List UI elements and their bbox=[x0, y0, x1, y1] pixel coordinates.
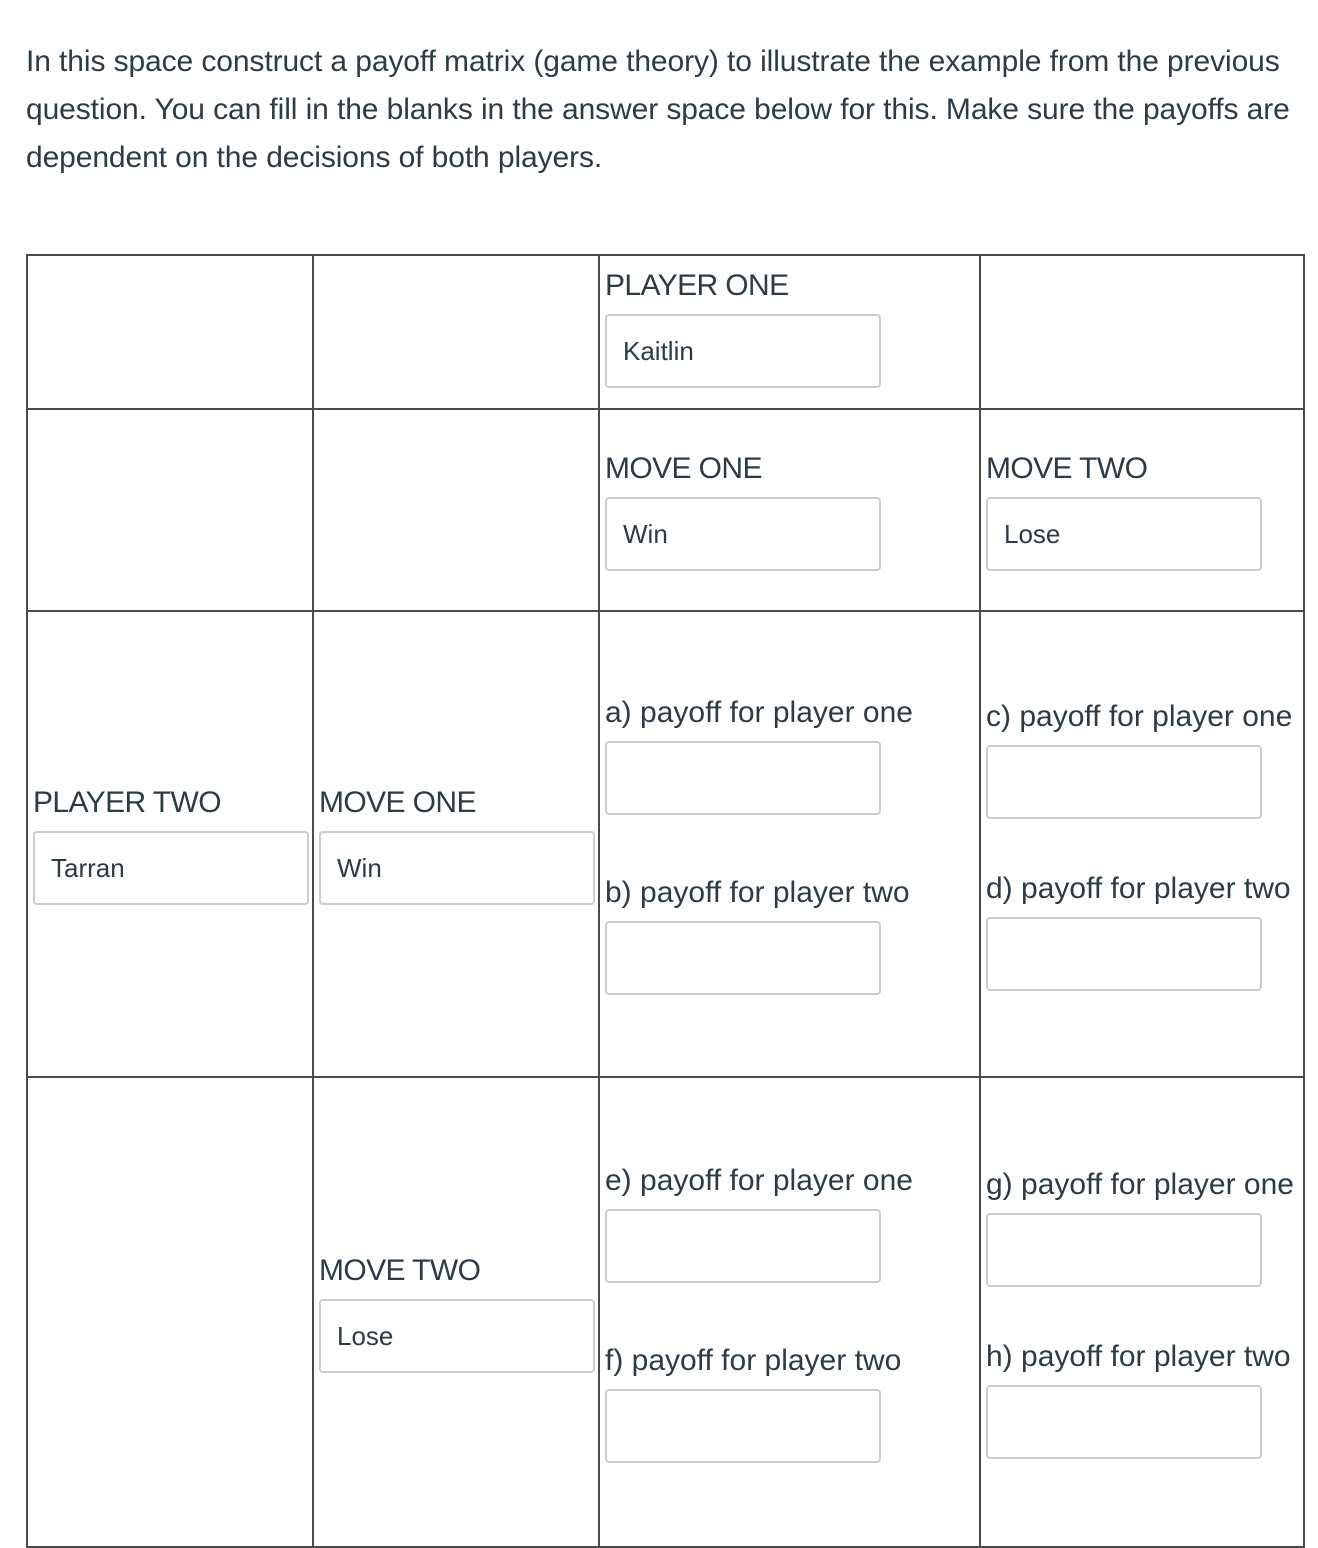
player-one-move-one-cell bbox=[599, 409, 980, 611]
question-prompt: In this space construct a payoff matrix (game theory) to illustrate the example from the previous question. You can fill in the blanks in the answer space below for this. Make sure the payoffs are dependent on the decisions of both players. bbox=[26, 45, 1290, 174]
player-one-move-two-input[interactable] bbox=[986, 497, 1262, 571]
player-one-move-two-cell bbox=[980, 409, 1304, 611]
player-two-cell bbox=[27, 611, 313, 1077]
payoff-e-label: e) payoff for player one bbox=[605, 1164, 913, 1197]
empty-cell bbox=[27, 409, 313, 611]
player-two-move-one-label: MOVE ONE bbox=[319, 786, 476, 819]
player-one-cell bbox=[599, 255, 980, 409]
player-one-move-two-label: MOVE TWO bbox=[986, 452, 1148, 485]
payoff-d-label: d) payoff for player two bbox=[986, 872, 1291, 905]
payoff-g-input[interactable] bbox=[986, 1213, 1262, 1287]
player-one-move-one-input[interactable] bbox=[605, 497, 881, 571]
payoff-c-input[interactable] bbox=[986, 745, 1262, 819]
matrix-row-player-two-move-one bbox=[27, 611, 1304, 1077]
payoff-e-input[interactable] bbox=[605, 1209, 881, 1283]
player-two-move-one-cell bbox=[313, 611, 599, 1077]
payoff-d-input[interactable] bbox=[986, 917, 1262, 991]
payoff-a-input[interactable] bbox=[605, 741, 881, 815]
empty-cell bbox=[980, 255, 1304, 409]
player-two-move-two-label: MOVE TWO bbox=[319, 1254, 481, 1287]
payoff-cell-gh bbox=[980, 1077, 1304, 1547]
payoff-c-label: c) payoff for player one bbox=[986, 700, 1293, 733]
empty-cell bbox=[27, 255, 313, 409]
player-two-label: PLAYER TWO bbox=[33, 786, 221, 819]
player-one-name-input[interactable] bbox=[605, 314, 881, 388]
matrix-row-player-one-moves bbox=[27, 409, 1304, 611]
player-two-move-two-cell bbox=[313, 1077, 599, 1547]
payoff-h-label: h) payoff for player two bbox=[986, 1340, 1291, 1373]
empty-cell bbox=[313, 255, 599, 409]
payoff-cell-ab bbox=[599, 611, 980, 1077]
player-one-move-one-label: MOVE ONE bbox=[605, 452, 762, 485]
payoff-a-label: a) payoff for player one bbox=[605, 696, 913, 729]
player-two-move-two-input[interactable] bbox=[319, 1299, 595, 1373]
payoff-matrix-table bbox=[26, 254, 1305, 1548]
player-one-label: PLAYER ONE bbox=[605, 269, 789, 302]
matrix-row-player-two-move-two bbox=[27, 1077, 1304, 1547]
payoff-g-label: g) payoff for player one bbox=[986, 1168, 1294, 1201]
empty-cell bbox=[27, 1077, 313, 1547]
payoff-f-input[interactable] bbox=[605, 1389, 881, 1463]
payoff-h-input[interactable] bbox=[986, 1385, 1262, 1459]
payoff-f-label: f) payoff for player two bbox=[605, 1344, 902, 1377]
player-two-name-input[interactable] bbox=[33, 831, 309, 905]
empty-cell bbox=[313, 409, 599, 611]
payoff-b-label: b) payoff for player two bbox=[605, 876, 910, 909]
player-two-move-one-input[interactable] bbox=[319, 831, 595, 905]
payoff-cell-ef bbox=[599, 1077, 980, 1547]
payoff-cell-cd bbox=[980, 611, 1304, 1077]
payoff-b-input[interactable] bbox=[605, 921, 881, 995]
matrix-row-player-one bbox=[27, 255, 1304, 409]
